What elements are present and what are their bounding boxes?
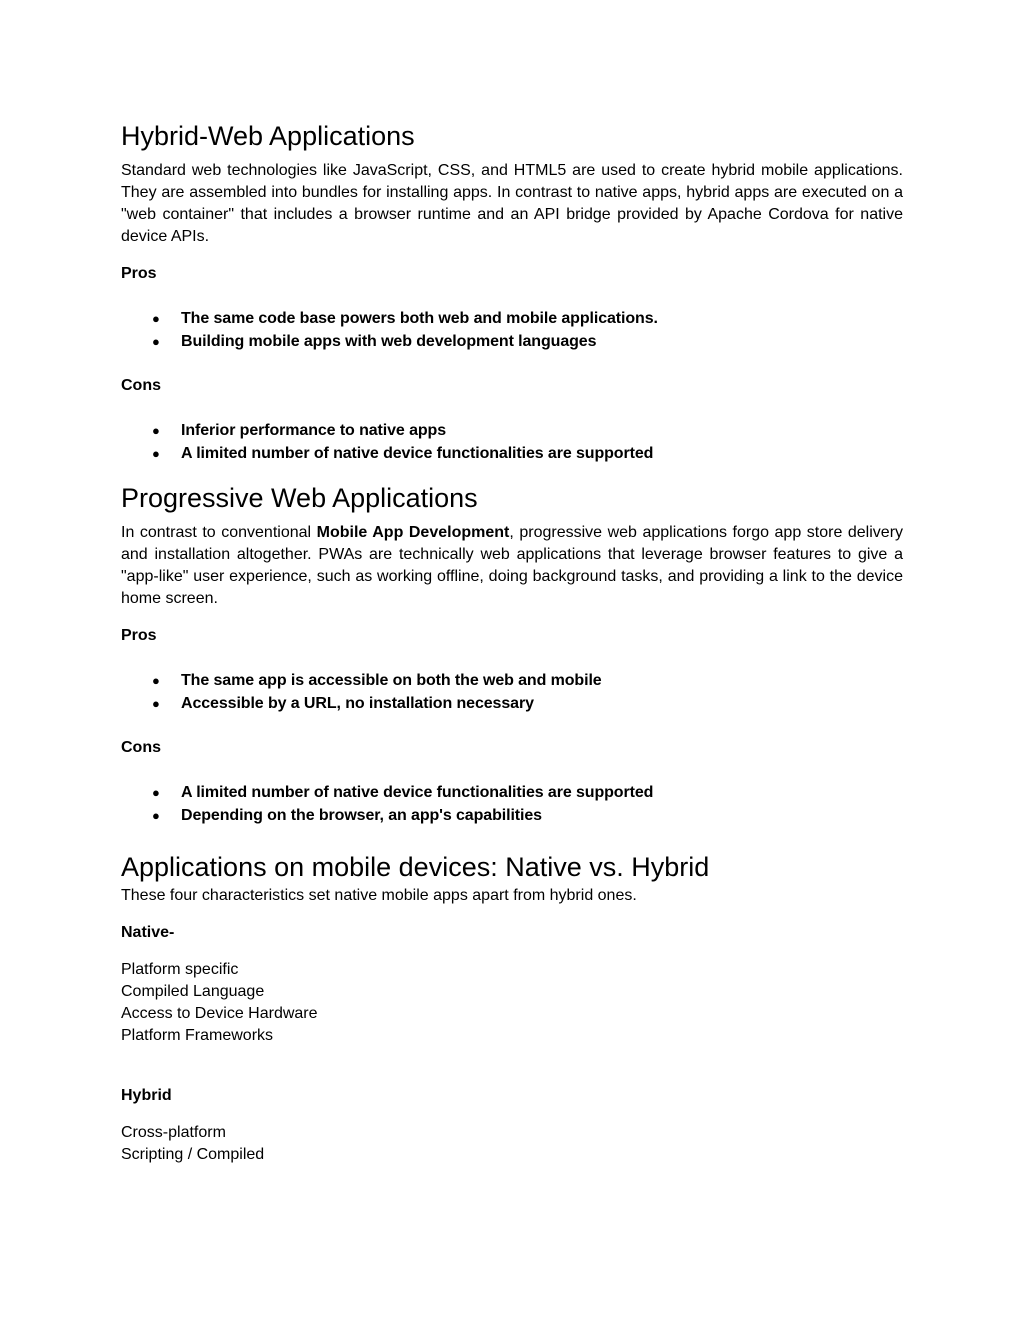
heading-hybrid-web-applications: Hybrid-Web Applications xyxy=(121,121,415,151)
mobile-app-development-term: Mobile App Development xyxy=(316,524,510,541)
pwa-paragraph: In contrast to conventional Mobile App Development, progressive web applications forgo app store delivery and installation altogether. PWAs are technically web applications that leverage browser features to give a "app-like" user experience, such as working offline, doing background tasks, and providing a link to the device home screen. xyxy=(121,524,904,607)
list-item: Scripting / Compiled xyxy=(121,1146,265,1163)
bullet-icon: ● xyxy=(152,311,160,326)
list-item: ● The same code base powers both web and mobile applications. xyxy=(121,307,903,330)
list-item: ● Accessible by a URL, no installation necessary xyxy=(121,692,903,715)
hybrid-cons-label: Cons xyxy=(121,377,161,394)
native-characteristics xyxy=(121,959,903,1047)
heading-native-vs-hybrid: Applications on mobile devices: Native vs. Hybrid xyxy=(121,852,710,882)
bullet-icon: ● xyxy=(152,696,160,711)
hybrid-pros-label: Pros xyxy=(121,265,157,282)
list-item: Platform specific xyxy=(121,961,239,978)
list-item: Access to Device Hardware xyxy=(121,1005,318,1022)
list-item: ● Depending on the browser, an app's capabilities xyxy=(121,804,903,827)
list-item: ● The same app is accessible on both the web and mobile xyxy=(121,669,903,692)
pwa-pros-label: Pros xyxy=(121,627,157,644)
pwa-cons-list xyxy=(121,781,903,827)
list-item: Compiled Language xyxy=(121,983,265,1000)
bullet-icon: ● xyxy=(152,446,160,461)
hybrid-characteristics xyxy=(121,1122,903,1166)
list-item: ● Building mobile apps with web development languages xyxy=(121,330,903,353)
document-page xyxy=(121,118,903,1166)
list-item: ● Inferior performance to native apps xyxy=(121,419,903,442)
bullet-icon: ● xyxy=(152,334,160,349)
list-item: Cross-platform xyxy=(121,1124,226,1141)
pwa-pros-list xyxy=(121,669,903,715)
list-item: Platform Frameworks xyxy=(121,1027,274,1044)
bullet-icon: ● xyxy=(152,673,160,688)
native-vs-hybrid-intro: These four characteristics set native mobile apps apart from hybrid ones. xyxy=(121,887,637,904)
native-label: Native- xyxy=(121,924,175,941)
bullet-icon: ● xyxy=(152,423,160,438)
bullet-icon: ● xyxy=(152,808,160,823)
heading-progressive-web-applications: Progressive Web Applications xyxy=(121,483,478,513)
list-item: ● A limited number of native device functionalities are supported xyxy=(121,442,903,465)
hybrid-label: Hybrid xyxy=(121,1087,172,1104)
list-item: ● A limited number of native device functionalities are supported xyxy=(121,781,903,804)
hybrid-web-paragraph: Standard web technologies like JavaScript, CSS, and HTML5 are used to create hybrid mobile applications. They are assembled into bundles for installing apps. In contrast to native apps, hybrid apps are executed on a "web container" that includes a browser runtime and an API bridge provided by Apache Cordova for native device APIs. xyxy=(121,162,903,245)
hybrid-cons-list xyxy=(121,419,903,465)
pwa-cons-label: Cons xyxy=(121,739,161,756)
hybrid-pros-list xyxy=(121,307,903,353)
bullet-icon: ● xyxy=(152,785,160,800)
